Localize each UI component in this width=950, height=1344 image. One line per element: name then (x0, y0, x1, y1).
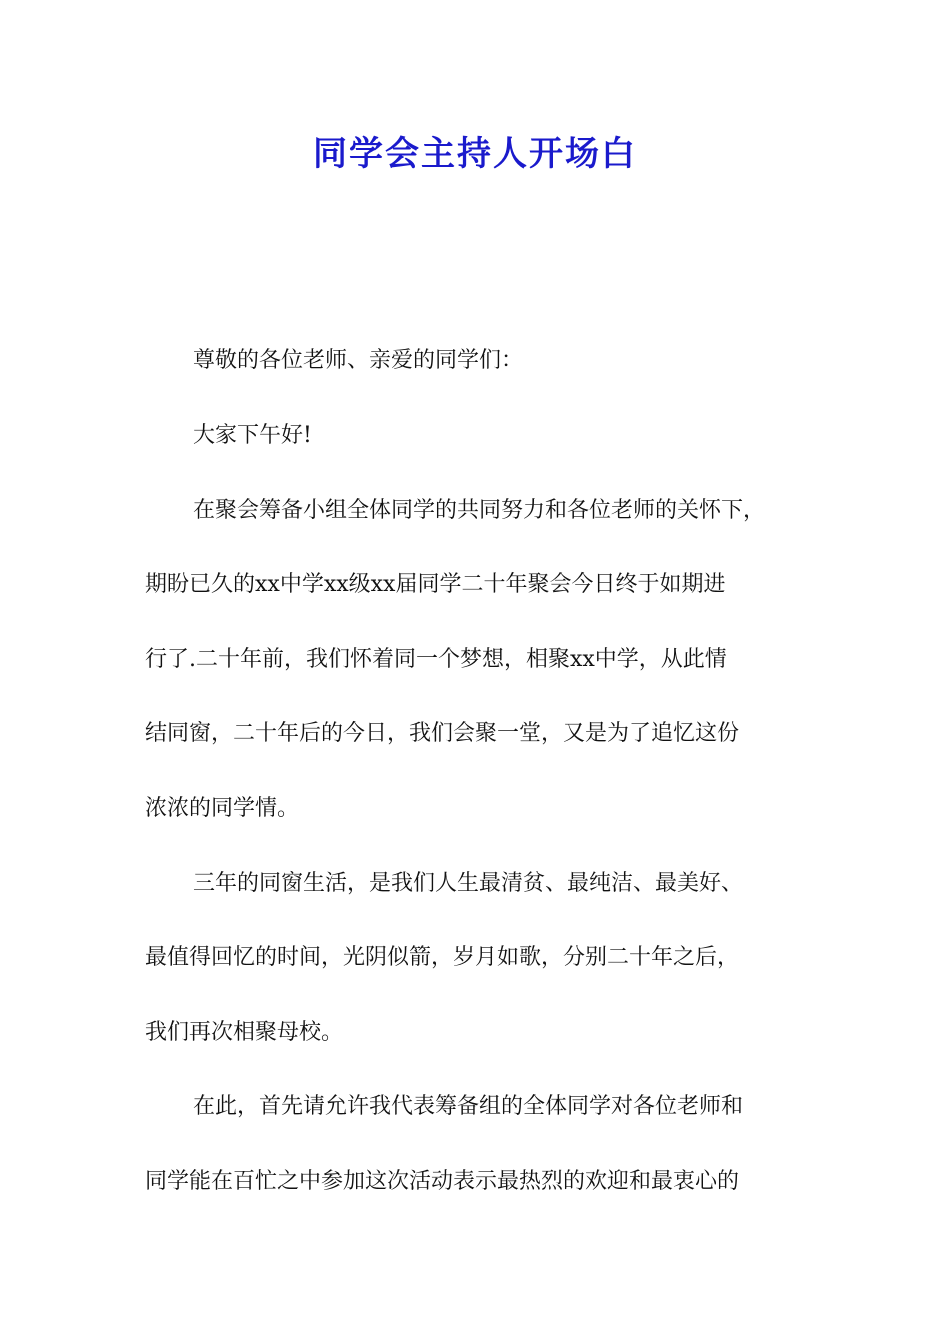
paragraph-1-line-4: 结同窗，二十年后的今日，我们会聚一堂，又是为了追忆这份 (145, 721, 740, 746)
paragraph-3-line-2: 同学能在百忙之中参加这次活动表示最热烈的欢迎和最衷心的 (145, 1169, 740, 1194)
paragraph-2-line-3: 我们再次相聚母校。 (145, 1020, 344, 1045)
paragraph-1-line-1: 在聚会筹备小组全体同学的共同努力和各位老师的关怀下， (193, 498, 766, 523)
paragraph-3-line-1: 在此，首先请允许我代表筹备组的全体同学对各位老师和 (193, 1094, 744, 1119)
greeting-line: 大家下午好! (193, 423, 312, 448)
paragraph-1-line-5: 浓浓的同学情。 (145, 796, 300, 821)
paragraph-2-line-1: 三年的同窗生活，是我们人生最清贫、最纯洁、最美好、 (193, 871, 744, 896)
paragraph-2-line-2: 最值得回忆的时间，光阴似箭，岁月如歌，分别二十年之后， (145, 945, 740, 970)
paragraph-1-line-2: 期盼已久的xx中学xx级xx届同学二十年聚会今日终于如期进 (145, 572, 726, 597)
document-title: 同学会主持人开场白 (313, 134, 637, 174)
salutation-line: 尊敬的各位老师、亲爱的同学们： (193, 348, 524, 373)
paragraph-1-line-3: 行了.二十年前，我们怀着同一个梦想，相聚xx中学，从此情 (145, 647, 727, 672)
